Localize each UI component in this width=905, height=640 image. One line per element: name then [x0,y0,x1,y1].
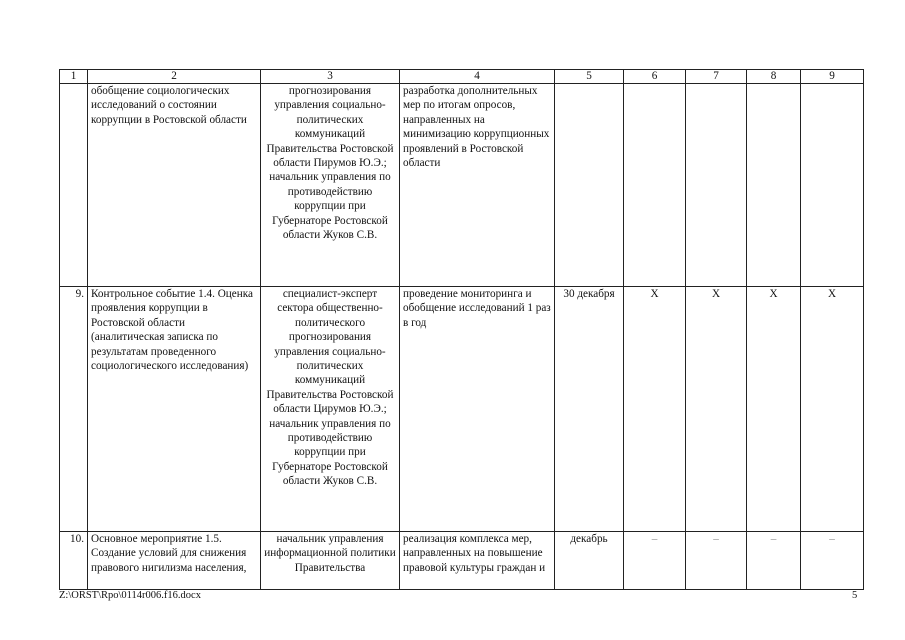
file-path: Z:\ORST\Rpo\0114r006.f16.docx [59,590,201,601]
result-cell: проведение мониторинга и обобщение исследований 1 раз в год [400,287,555,532]
quarter-cell: – [801,532,864,590]
page-number: 5 [852,590,858,601]
quarter-cell: – [624,532,686,590]
quarter-cell: Х [747,287,801,532]
header-cell: 5 [555,70,624,84]
header-row [60,70,864,84]
event-cell: Основное мероприятие 1.5. Создание условий для снижения правового нигилизма населения, [88,532,261,590]
quarter-cell: Х [624,287,686,532]
quarter-cell [801,84,864,287]
row-number: 10. [60,532,88,590]
table-row [60,84,864,287]
result-cell: разработка дополнительных мер по итогам опросов, направленных на минимизацию коррупционных проявлений в Ростовской области [400,84,555,287]
quarter-cell: – [747,532,801,590]
event-cell: Контрольное событие 1.4. Оценка проявления коррупции в Ростовской области (аналитическая записка по результатам проведенного социологического исследования) [88,287,261,532]
table-row [60,287,864,532]
responsible-cell: прогнозирования управления социально-политических коммуникаций Правительства Ростовской области Пирумов Ю.Э.; начальник управления по противодействию коррупции при Губернаторе Ростовской области Жуков С.В. [261,84,400,287]
quarter-cell [686,84,747,287]
date-cell [555,84,624,287]
row-number: 9. [60,287,88,532]
responsible-cell: специалист-эксперт сектора общественно-политического прогнозирования управления социально-политических коммуникаций Правительства Ростовской области Цирумов Ю.Э.; начальник управления по противодействию коррупции при Губернаторе Ростовской области Жуков С.В. [261,287,400,532]
quarter-cell: Х [686,287,747,532]
responsible-cell: начальник управления информационной политики Правительства [261,532,400,590]
header-cell: 3 [261,70,400,84]
quarter-cell: – [686,532,747,590]
plan-table [59,69,864,590]
header-cell: 1 [60,70,88,84]
header-cell: 2 [88,70,261,84]
quarter-cell: Х [801,287,864,532]
header-cell: 4 [400,70,555,84]
header-cell: 9 [801,70,864,84]
event-cell: обобщение социологических исследований о состоянии коррупции в Ростовской области [88,84,261,287]
row-number [60,84,88,287]
quarter-cell [624,84,686,287]
result-cell: реализация комплекса мер, направленных на повышение правовой культуры граждан и [400,532,555,590]
date-cell: декабрь [555,532,624,590]
header-cell: 8 [747,70,801,84]
table-row [60,532,864,590]
quarter-cell [747,84,801,287]
header-cell: 7 [686,70,747,84]
header-cell: 6 [624,70,686,84]
date-cell: 30 декабря [555,287,624,532]
